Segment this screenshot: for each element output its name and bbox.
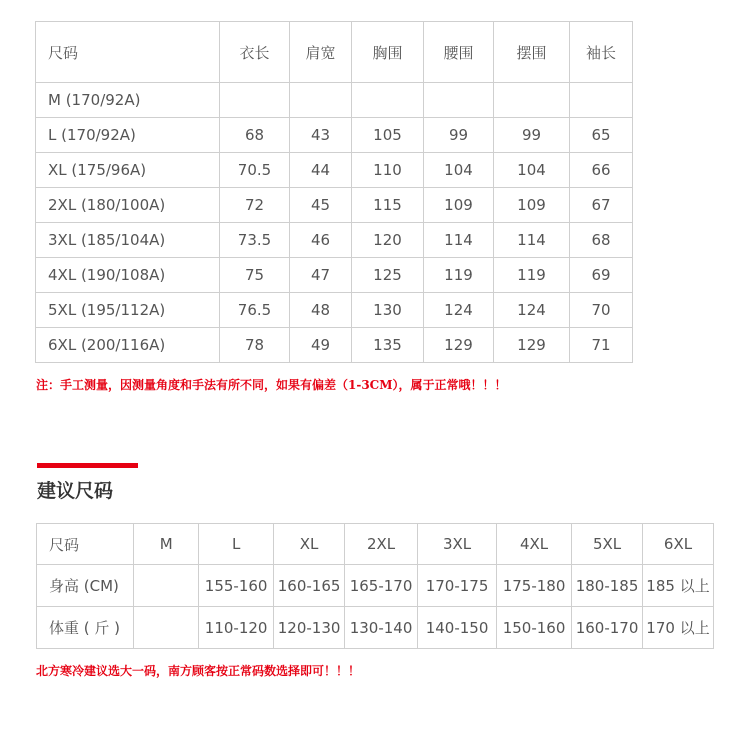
table-cell xyxy=(134,607,199,649)
table-cell: 衣长 xyxy=(220,22,290,83)
table-cell: 76.5 xyxy=(220,293,290,328)
table-cell: 4XL xyxy=(497,524,572,565)
table-cell: 150-160 xyxy=(497,607,572,649)
table-cell: 180-185 xyxy=(572,565,643,607)
size-chart-table xyxy=(35,21,633,363)
table-row xyxy=(36,188,633,223)
table-cell: 2XL (180/100A) xyxy=(36,188,220,223)
table-cell: 44 xyxy=(290,153,352,188)
table-header-row xyxy=(37,524,714,565)
table-cell: 6XL xyxy=(643,524,714,565)
table-cell: 72 xyxy=(220,188,290,223)
table-header-row xyxy=(36,22,633,83)
table-row xyxy=(36,83,633,118)
table-cell: 68 xyxy=(220,118,290,153)
table-cell: 46 xyxy=(290,223,352,258)
table-cell: 125 xyxy=(352,258,424,293)
table-cell: L (170/92A) xyxy=(36,118,220,153)
table-cell xyxy=(134,565,199,607)
table-cell: 110-120 xyxy=(199,607,274,649)
table-cell: 体重 ( 斤 ) xyxy=(37,607,134,649)
table-cell: 165-170 xyxy=(345,565,418,607)
table-cell xyxy=(424,83,494,118)
table-cell: 尺码 xyxy=(37,524,134,565)
recommend-section-title: 建议尺码 xyxy=(37,480,114,502)
table-cell: 3XL (185/104A) xyxy=(36,223,220,258)
table-cell: 67 xyxy=(570,188,633,223)
table-cell: 130-140 xyxy=(345,607,418,649)
table-cell: 腰围 xyxy=(424,22,494,83)
table-cell: 3XL xyxy=(418,524,497,565)
table-cell: 109 xyxy=(494,188,570,223)
table-cell: 70 xyxy=(570,293,633,328)
table-cell: 5XL xyxy=(572,524,643,565)
section-accent-bar xyxy=(37,463,138,468)
table-cell xyxy=(494,83,570,118)
table-cell: XL (175/96A) xyxy=(36,153,220,188)
table-cell: 135 xyxy=(352,328,424,363)
table-cell: 120-130 xyxy=(274,607,345,649)
table-cell: 129 xyxy=(494,328,570,363)
table-cell: 104 xyxy=(494,153,570,188)
table-cell: 129 xyxy=(424,328,494,363)
table-cell: XL xyxy=(274,524,345,565)
table-cell: 78 xyxy=(220,328,290,363)
table-cell: 99 xyxy=(494,118,570,153)
table-cell xyxy=(570,83,633,118)
table-cell: 185 以上 xyxy=(643,565,714,607)
table-cell: 胸围 xyxy=(352,22,424,83)
table-cell: 124 xyxy=(424,293,494,328)
table-cell: 175-180 xyxy=(497,565,572,607)
table-cell: 99 xyxy=(424,118,494,153)
table-row xyxy=(36,153,633,188)
measurement-note: 注：手工测量，因测量角度和手法有所不同，如果有偏差（1-3CM），属于正常哦！！！ xyxy=(36,378,507,392)
table-cell xyxy=(290,83,352,118)
table-cell: 120 xyxy=(352,223,424,258)
table-cell: 114 xyxy=(424,223,494,258)
table-cell: 104 xyxy=(424,153,494,188)
table-cell: 114 xyxy=(494,223,570,258)
table-cell: 75 xyxy=(220,258,290,293)
table-cell: 73.5 xyxy=(220,223,290,258)
table-cell: 115 xyxy=(352,188,424,223)
table-cell: 43 xyxy=(290,118,352,153)
table-cell: 45 xyxy=(290,188,352,223)
table-cell: 48 xyxy=(290,293,352,328)
table-cell: 66 xyxy=(570,153,633,188)
table-cell: 4XL (190/108A) xyxy=(36,258,220,293)
table-row xyxy=(37,607,714,649)
table-cell: 68 xyxy=(570,223,633,258)
table-cell: 110 xyxy=(352,153,424,188)
table-cell: 69 xyxy=(570,258,633,293)
table-cell: 2XL xyxy=(345,524,418,565)
table-cell: 尺码 xyxy=(36,22,220,83)
table-cell: 70.5 xyxy=(220,153,290,188)
recommend-size-table xyxy=(36,523,714,649)
table-cell: 袖长 xyxy=(570,22,633,83)
table-cell xyxy=(220,83,290,118)
table-cell: 109 xyxy=(424,188,494,223)
table-row xyxy=(36,293,633,328)
table-cell: 160-165 xyxy=(274,565,345,607)
table-cell: 105 xyxy=(352,118,424,153)
table-row xyxy=(36,223,633,258)
table-cell: 身高 (CM) xyxy=(37,565,134,607)
table-cell: 5XL (195/112A) xyxy=(36,293,220,328)
table-cell: M xyxy=(134,524,199,565)
table-cell: L xyxy=(199,524,274,565)
table-cell: 124 xyxy=(494,293,570,328)
table-cell: 119 xyxy=(494,258,570,293)
table-cell: 摆围 xyxy=(494,22,570,83)
table-cell: 47 xyxy=(290,258,352,293)
table-cell: 65 xyxy=(570,118,633,153)
table-cell: 49 xyxy=(290,328,352,363)
table-cell: 6XL (200/116A) xyxy=(36,328,220,363)
table-cell: 140-150 xyxy=(418,607,497,649)
table-cell: 160-170 xyxy=(572,607,643,649)
table-cell: 170 以上 xyxy=(643,607,714,649)
table-cell xyxy=(352,83,424,118)
table-cell: 119 xyxy=(424,258,494,293)
table-cell: 71 xyxy=(570,328,633,363)
table-row xyxy=(37,565,714,607)
table-cell: 肩宽 xyxy=(290,22,352,83)
table-cell: 170-175 xyxy=(418,565,497,607)
table-row xyxy=(36,328,633,363)
table-cell: 155-160 xyxy=(199,565,274,607)
table-cell: M (170/92A) xyxy=(36,83,220,118)
recommend-note: 北方寒冷建议选大一码，南方顾客按正常码数选择即可！！！ xyxy=(36,664,361,678)
table-row xyxy=(36,118,633,153)
table-row xyxy=(36,258,633,293)
table-cell: 130 xyxy=(352,293,424,328)
